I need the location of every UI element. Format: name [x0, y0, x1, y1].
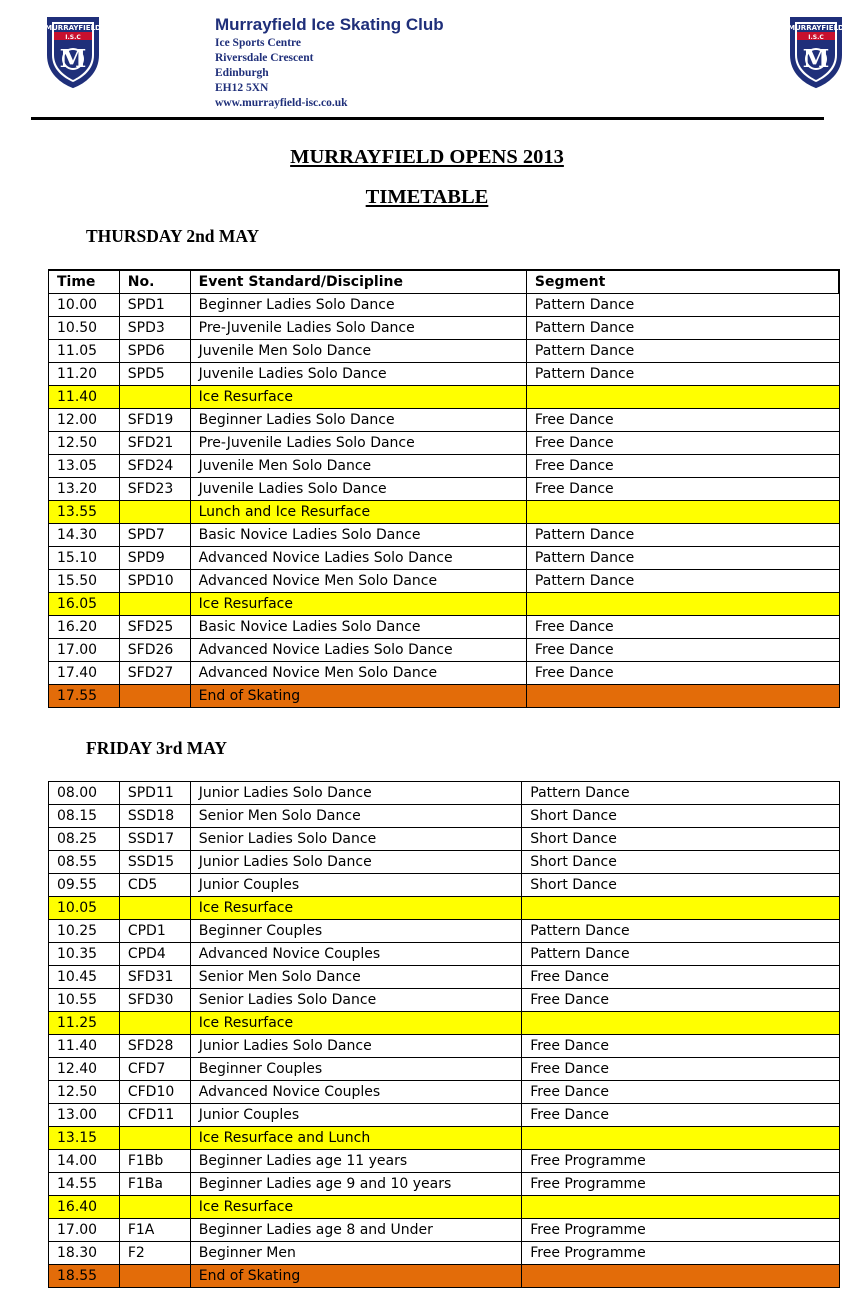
cell-event: Advanced Novice Couples [190, 1081, 522, 1104]
table-row [49, 363, 840, 386]
cell-number: SFD31 [119, 966, 190, 989]
cell-event: Junior Couples [190, 1104, 522, 1127]
cell-segment: Free Dance [526, 639, 839, 662]
cell-segment: Free Dance [526, 616, 839, 639]
cell-number: SSD18 [119, 805, 190, 828]
cell-time: 14.55 [49, 1173, 120, 1196]
cell-event: Beginner Men [190, 1242, 522, 1265]
address-line: EH12 5XN [215, 82, 269, 94]
cell-segment: Free Dance [526, 409, 839, 432]
cell-event: Advanced Novice Ladies Solo Dance [190, 639, 526, 662]
cell-segment: Free Dance [522, 966, 840, 989]
cell-event: Senior Ladies Solo Dance [190, 989, 522, 1012]
cell-time: 08.25 [49, 828, 120, 851]
cell-number: SPD10 [119, 570, 190, 593]
cell-event: Beginner Ladies age 8 and Under [190, 1219, 522, 1242]
cell-number: SPD11 [119, 782, 190, 805]
cell-event: Ice Resurface [190, 593, 526, 616]
table-row [49, 1173, 840, 1196]
cell-time: 09.55 [49, 874, 120, 897]
table-row [49, 639, 840, 662]
day-heading-friday: FRIDAY 3rd MAY [86, 738, 227, 758]
table-row [49, 1242, 840, 1265]
cell-time: 13.05 [49, 455, 120, 478]
table-row [49, 386, 840, 409]
cell-time: 08.00 [49, 782, 120, 805]
cell-time: 16.20 [49, 616, 120, 639]
cell-segment: Pattern Dance [522, 920, 840, 943]
day-heading-thursday: THURSDAY 2nd MAY [86, 226, 260, 246]
cell-number: CD5 [119, 874, 190, 897]
cell-number: F1A [119, 1219, 190, 1242]
table-row [49, 294, 840, 317]
cell-segment: Free Programme [522, 1173, 840, 1196]
cell-number: CPD1 [119, 920, 190, 943]
cell-segment: Pattern Dance [526, 317, 839, 340]
cell-time: 14.00 [49, 1150, 120, 1173]
table-row [49, 340, 840, 363]
svg-text:M: M [802, 44, 830, 73]
cell-time: 10.00 [49, 294, 120, 317]
cell-segment: Pattern Dance [526, 340, 839, 363]
table-header-row [49, 270, 840, 294]
cell-event: Junior Ladies Solo Dance [190, 1035, 522, 1058]
document-subtitle: TIMETABLE [365, 186, 489, 208]
cell-time: 10.45 [49, 966, 120, 989]
cell-time: 17.00 [49, 1219, 120, 1242]
cell-segment: Short Dance [522, 851, 840, 874]
cell-event: Juvenile Men Solo Dance [190, 340, 526, 363]
cell-number [119, 897, 190, 920]
document-title: MURRAYFIELD OPENS 2013 [290, 146, 564, 168]
cell-segment [526, 685, 839, 708]
table-row [49, 432, 840, 455]
cell-number: SFD21 [119, 432, 190, 455]
table-row [49, 547, 840, 570]
cell-event: End of Skating [190, 685, 526, 708]
table-row [49, 593, 840, 616]
cell-number: SFD30 [119, 989, 190, 1012]
cell-time: 18.55 [49, 1265, 120, 1288]
cell-time: 13.15 [49, 1127, 120, 1150]
cell-segment: Pattern Dance [522, 782, 840, 805]
table-row [49, 478, 840, 501]
cell-segment: Free Dance [526, 478, 839, 501]
column-header-event: Event Standard/Discipline [190, 270, 526, 294]
cell-time: 15.50 [49, 570, 120, 593]
cell-event: Advanced Novice Ladies Solo Dance [190, 547, 526, 570]
cell-time: 17.55 [49, 685, 120, 708]
cell-number: SSD17 [119, 828, 190, 851]
cell-number: SFD26 [119, 639, 190, 662]
cell-time: 11.40 [49, 386, 120, 409]
cell-segment: Free Dance [522, 989, 840, 1012]
table-row [49, 828, 840, 851]
thursday-timetable [48, 269, 840, 708]
cell-event: Senior Men Solo Dance [190, 966, 522, 989]
cell-segment: Free Dance [522, 1058, 840, 1081]
cell-time: 11.20 [49, 363, 120, 386]
cell-event: Beginner Ladies Solo Dance [190, 294, 526, 317]
cell-number: CPD4 [119, 943, 190, 966]
cell-number: F1Ba [119, 1173, 190, 1196]
club-crest-logo [787, 15, 845, 89]
table-row [49, 409, 840, 432]
cell-segment: Short Dance [522, 828, 840, 851]
cell-time: 18.30 [49, 1242, 120, 1265]
table-row [49, 1035, 840, 1058]
cell-time: 17.00 [49, 639, 120, 662]
column-header-segment: Segment [526, 270, 839, 294]
cell-event: Juvenile Ladies Solo Dance [190, 478, 526, 501]
cell-number: SFD24 [119, 455, 190, 478]
cell-number [119, 386, 190, 409]
table-row [49, 616, 840, 639]
table-row [49, 1058, 840, 1081]
cell-segment [522, 897, 840, 920]
cell-number: SFD19 [119, 409, 190, 432]
column-header-no: No. [119, 270, 190, 294]
table-row [49, 1265, 840, 1288]
cell-number: SPD9 [119, 547, 190, 570]
cell-time: 11.25 [49, 1012, 120, 1035]
cell-event: Juvenile Men Solo Dance [190, 455, 526, 478]
table-row [49, 966, 840, 989]
cell-segment [522, 1265, 840, 1288]
cell-event: Advanced Novice Couples [190, 943, 522, 966]
cell-event: End of Skating [190, 1265, 522, 1288]
cell-segment: Short Dance [522, 805, 840, 828]
cell-time: 08.15 [49, 805, 120, 828]
table-row [49, 1127, 840, 1150]
cell-segment [526, 386, 839, 409]
cell-event: Beginner Ladies age 9 and 10 years [190, 1173, 522, 1196]
cell-time: 17.40 [49, 662, 120, 685]
cell-time: 10.50 [49, 317, 120, 340]
cell-number [119, 1196, 190, 1219]
cell-time: 10.25 [49, 920, 120, 943]
cell-event: Juvenile Ladies Solo Dance [190, 363, 526, 386]
cell-segment: Pattern Dance [526, 363, 839, 386]
cell-number [119, 685, 190, 708]
cell-segment: Short Dance [522, 874, 840, 897]
cell-event: Ice Resurface [190, 1196, 522, 1219]
cell-time: 10.05 [49, 897, 120, 920]
cell-time: 13.55 [49, 501, 120, 524]
cell-time: 10.35 [49, 943, 120, 966]
table-row [49, 874, 840, 897]
cell-number [119, 501, 190, 524]
cell-number: SPD5 [119, 363, 190, 386]
cell-number: SFD25 [119, 616, 190, 639]
cell-time: 12.00 [49, 409, 120, 432]
table-row [49, 851, 840, 874]
cell-segment: Pattern Dance [526, 524, 839, 547]
cell-event: Beginner Ladies age 11 years [190, 1150, 522, 1173]
cell-event: Advanced Novice Men Solo Dance [190, 662, 526, 685]
cell-number: SFD28 [119, 1035, 190, 1058]
table-row [49, 805, 840, 828]
cell-event: Beginner Couples [190, 920, 522, 943]
cell-time: 14.30 [49, 524, 120, 547]
cell-number: SFD27 [119, 662, 190, 685]
address-line: Edinburgh [215, 67, 269, 79]
cell-event: Beginner Ladies Solo Dance [190, 409, 526, 432]
cell-number: CFD10 [119, 1081, 190, 1104]
table-row [49, 1196, 840, 1219]
cell-segment [526, 501, 839, 524]
cell-time: 16.05 [49, 593, 120, 616]
cell-time: 08.55 [49, 851, 120, 874]
table-row [49, 1012, 840, 1035]
cell-event: Ice Resurface [190, 386, 526, 409]
cell-event: Beginner Couples [190, 1058, 522, 1081]
website-link[interactable]: www.murrayfield-isc.co.uk [215, 97, 348, 109]
cell-time: 12.50 [49, 432, 120, 455]
cell-number: SPD1 [119, 294, 190, 317]
svg-text:M: M [59, 44, 87, 73]
cell-segment [522, 1127, 840, 1150]
cell-segment: Free Dance [522, 1081, 840, 1104]
cell-number: F1Bb [119, 1150, 190, 1173]
cell-event: Ice Resurface [190, 1012, 522, 1035]
cell-segment: Free Dance [526, 662, 839, 685]
table-row [49, 989, 840, 1012]
cell-number [119, 1012, 190, 1035]
cell-number: SFD23 [119, 478, 190, 501]
cell-segment: Free Programme [522, 1150, 840, 1173]
cell-number [119, 593, 190, 616]
cell-event: Ice Resurface [190, 897, 522, 920]
cell-segment [522, 1012, 840, 1035]
cell-number: SPD7 [119, 524, 190, 547]
cell-number: SPD3 [119, 317, 190, 340]
cell-segment: Free Dance [526, 432, 839, 455]
cell-time: 16.40 [49, 1196, 120, 1219]
table-row [49, 685, 840, 708]
cell-time: 15.10 [49, 547, 120, 570]
table-row [49, 455, 840, 478]
cell-event: Ice Resurface and Lunch [190, 1127, 522, 1150]
table-row [49, 1104, 840, 1127]
table-row [49, 662, 840, 685]
column-header-time: Time [49, 270, 120, 294]
table-row [49, 317, 840, 340]
cell-segment: Free Programme [522, 1242, 840, 1265]
cell-event: Pre-Juvenile Ladies Solo Dance [190, 317, 526, 340]
header-divider [31, 117, 824, 120]
club-name: Murrayfield Ice Skating Club [215, 15, 444, 34]
svg-text:MURRAYFIELD: MURRAYFIELD [45, 24, 101, 32]
svg-text:MURRAYFIELD: MURRAYFIELD [788, 24, 844, 32]
cell-time: 12.40 [49, 1058, 120, 1081]
friday-timetable [48, 781, 840, 1288]
cell-event: Junior Couples [190, 874, 522, 897]
cell-time: 11.05 [49, 340, 120, 363]
table-row [49, 1150, 840, 1173]
cell-event: Basic Novice Ladies Solo Dance [190, 524, 526, 547]
cell-segment: Pattern Dance [526, 294, 839, 317]
table-row [49, 501, 840, 524]
cell-segment: Pattern Dance [526, 547, 839, 570]
cell-event: Pre-Juvenile Ladies Solo Dance [190, 432, 526, 455]
cell-event: Advanced Novice Men Solo Dance [190, 570, 526, 593]
cell-segment: Free Dance [526, 455, 839, 478]
cell-segment: Free Dance [522, 1035, 840, 1058]
table-row [49, 1219, 840, 1242]
cell-number: SPD6 [119, 340, 190, 363]
cell-segment: Free Dance [522, 1104, 840, 1127]
cell-event: Senior Men Solo Dance [190, 805, 522, 828]
cell-number [119, 1127, 190, 1150]
table-row [49, 897, 840, 920]
cell-number: CFD11 [119, 1104, 190, 1127]
svg-text:I.S.C: I.S.C [65, 34, 81, 41]
cell-segment: Pattern Dance [526, 570, 839, 593]
table-row [49, 920, 840, 943]
cell-time: 10.55 [49, 989, 120, 1012]
cell-segment [526, 593, 839, 616]
table-row [49, 1081, 840, 1104]
table-row [49, 570, 840, 593]
address-line: Riversdale Crescent [215, 52, 314, 64]
cell-event: Basic Novice Ladies Solo Dance [190, 616, 526, 639]
table-row [49, 782, 840, 805]
cell-event: Junior Ladies Solo Dance [190, 851, 522, 874]
cell-time: 13.20 [49, 478, 120, 501]
cell-time: 12.50 [49, 1081, 120, 1104]
cell-number: F2 [119, 1242, 190, 1265]
club-address-block [215, 14, 444, 111]
club-crest-logo [44, 15, 102, 89]
cell-segment [522, 1196, 840, 1219]
cell-time: 11.40 [49, 1035, 120, 1058]
cell-number: SSD15 [119, 851, 190, 874]
cell-segment: Pattern Dance [522, 943, 840, 966]
cell-event: Senior Ladies Solo Dance [190, 828, 522, 851]
cell-time: 13.00 [49, 1104, 120, 1127]
cell-number [119, 1265, 190, 1288]
cell-number: CFD7 [119, 1058, 190, 1081]
cell-event: Junior Ladies Solo Dance [190, 782, 522, 805]
svg-text:I.S.C: I.S.C [808, 34, 824, 41]
table-row [49, 943, 840, 966]
address-line: Ice Sports Centre [215, 37, 302, 49]
table-row [49, 524, 840, 547]
cell-segment: Free Programme [522, 1219, 840, 1242]
cell-event: Lunch and Ice Resurface [190, 501, 526, 524]
